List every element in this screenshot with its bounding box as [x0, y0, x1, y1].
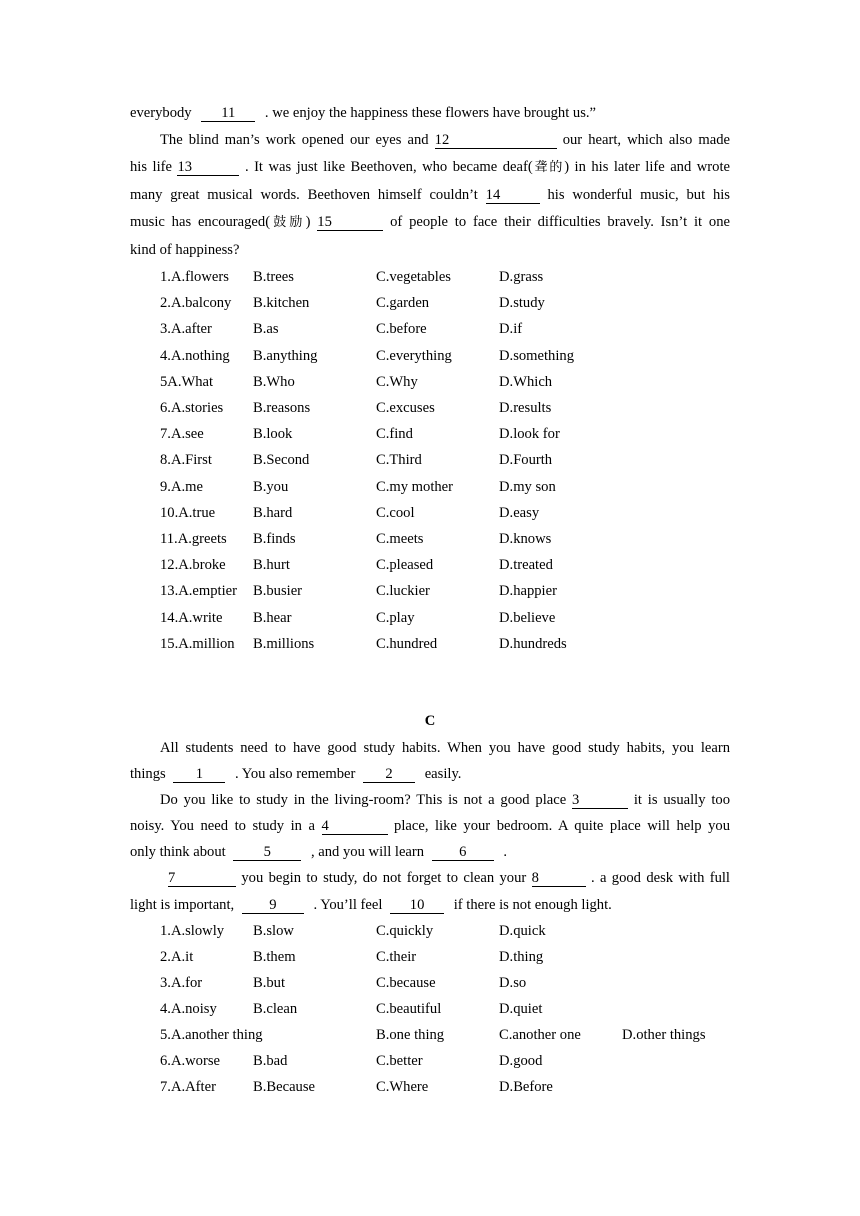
option-choice[interactable]: 1.A.flowers: [160, 269, 229, 285]
option-choice[interactable]: 5A.What: [160, 373, 214, 390]
option-choice[interactable]: B.hurt: [253, 557, 290, 574]
option-choice[interactable]: 11.A.greets: [160, 531, 227, 547]
option-choice[interactable]: C.my mother: [376, 478, 454, 495]
text: .: [503, 844, 508, 860]
blank-10[interactable]: 10: [390, 898, 444, 914]
option-choice[interactable]: 15.A.million: [160, 635, 235, 652]
option-choice[interactable]: D.good: [499, 1053, 543, 1069]
blank-6[interactable]: 6: [432, 845, 494, 861]
option-choice[interactable]: C.Third: [376, 452, 422, 469]
option-choice[interactable]: D.knows: [499, 531, 552, 547]
text: his wonderful music, but his: [547, 187, 730, 203]
option-choice[interactable]: 2.A.it: [160, 949, 194, 965]
blank-15[interactable]: 15: [317, 215, 383, 231]
passage-line: [130, 843, 730, 861]
text: . a good desk with full: [590, 870, 730, 886]
option-choice[interactable]: 2.A.balcony: [160, 295, 232, 312]
option-choice[interactable]: 10.A.true: [160, 504, 216, 521]
option-choice[interactable]: D.thing: [499, 949, 544, 965]
option-choice[interactable]: C.cool: [376, 504, 415, 521]
option-choice[interactable]: D.quiet: [499, 1001, 543, 1017]
option-choice[interactable]: B.slow: [253, 923, 294, 939]
option-choice[interactable]: 5.A.another thing: [160, 1027, 263, 1043]
blank-7[interactable]: 7: [168, 871, 236, 887]
option-choice[interactable]: B.Second: [253, 452, 310, 469]
option-choice[interactable]: 7.A.see: [160, 426, 204, 443]
option-choice[interactable]: B.kitchen: [253, 295, 310, 312]
passage-line: [130, 186, 730, 204]
option-choice[interactable]: D.look for: [499, 426, 560, 443]
option-choice[interactable]: 8.A.First: [160, 452, 212, 469]
section-heading: C: [424, 713, 436, 729]
text: . You also remember: [235, 766, 356, 782]
blank-13[interactable]: 13: [177, 160, 239, 176]
option-choice[interactable]: 14.A.write: [160, 609, 223, 626]
text: things: [130, 766, 166, 782]
option-choice[interactable]: B.bad: [253, 1053, 288, 1069]
option-choice[interactable]: C.play: [376, 609, 415, 626]
option-choice[interactable]: D.treated: [499, 557, 553, 574]
text: light is important,: [130, 897, 235, 913]
option-choice[interactable]: D.something: [499, 347, 574, 364]
option-choice[interactable]: C.beautiful: [376, 1001, 442, 1017]
option-choice[interactable]: D.quick: [499, 923, 546, 939]
text: . we enjoy the happiness these flowers have brought us.”: [264, 105, 597, 121]
option-choice[interactable]: C.because: [376, 975, 436, 991]
option-choice[interactable]: 3.A.after: [160, 321, 212, 338]
option-choice[interactable]: D.Which: [499, 373, 553, 390]
option-choice[interactable]: 9.A.me: [160, 478, 203, 495]
option-choice[interactable]: C.another one: [499, 1027, 581, 1043]
text: place, like your bedroom. A quite place will help you: [394, 818, 730, 834]
option-choice[interactable]: B.finds: [253, 531, 296, 547]
option-choice[interactable]: C.vegetables: [376, 269, 451, 285]
option-choice[interactable]: B.but: [253, 975, 286, 991]
option-choice[interactable]: C.hundred: [376, 635, 438, 652]
option-choice[interactable]: D.results: [499, 400, 552, 416]
option-choice[interactable]: C.luckier: [376, 583, 430, 600]
text: many great musical words. Beethoven himself couldn’t: [130, 187, 478, 203]
blank-3[interactable]: 3: [572, 793, 628, 809]
text: The blind man’s work opened our eyes and: [160, 132, 429, 148]
text: if there is not enough light.: [453, 897, 612, 913]
passage-line: All students need to have good study habits. When you have good study habits, you learn: [160, 740, 730, 756]
blank-5[interactable]: 5: [233, 845, 301, 861]
option-choice[interactable]: C.better: [376, 1053, 423, 1069]
option-choice[interactable]: C.meets: [376, 531, 424, 547]
option-choice[interactable]: B.reasons: [253, 400, 311, 416]
text: our heart, which also made: [562, 132, 730, 148]
option-choice[interactable]: D.so: [499, 975, 527, 991]
blank-8[interactable]: 8: [532, 871, 586, 887]
option-choice[interactable]: D.easy: [499, 504, 540, 521]
text: you begin to study, do not forget to clean your: [241, 870, 527, 886]
option-choice[interactable]: D.my son: [499, 478, 556, 495]
option-choice[interactable]: D.happier: [499, 583, 557, 600]
text: his life: [130, 159, 172, 175]
text: Do you like to study in the living-room? This is not a good place: [160, 792, 567, 808]
option-choice[interactable]: 3.A.for: [160, 975, 203, 991]
blank-2[interactable]: 2: [363, 767, 415, 783]
passage-line: [130, 765, 730, 783]
passage-line: [168, 869, 730, 887]
option-choice[interactable]: D.if: [499, 321, 523, 338]
option-choice[interactable]: 13.A.emptier: [160, 583, 238, 600]
option-choice[interactable]: B.them: [253, 949, 296, 965]
passage-line: [160, 131, 730, 149]
option-choice[interactable]: C.pleased: [376, 557, 434, 574]
option-choice[interactable]: B.you: [253, 478, 289, 495]
option-choice[interactable]: B.hard: [253, 504, 293, 521]
option-choice[interactable]: B.millions: [253, 635, 315, 652]
text: . You’ll feel: [313, 897, 383, 913]
blank-12[interactable]: 12: [435, 133, 557, 149]
option-choice[interactable]: D.grass: [499, 269, 544, 285]
option-choice[interactable]: C.everything: [376, 347, 452, 364]
passage-line: [160, 791, 730, 809]
blank-4[interactable]: 4: [322, 819, 388, 835]
option-choice[interactable]: C.find: [376, 426, 413, 443]
option-choice[interactable]: B.anything: [253, 347, 318, 364]
option-choice[interactable]: D.Before: [499, 1079, 553, 1095]
option-choice[interactable]: C.Where: [376, 1079, 429, 1095]
option-choice[interactable]: 6.A.stories: [160, 400, 224, 416]
text: only think about: [130, 844, 226, 860]
blank-1[interactable]: 1: [173, 767, 225, 783]
option-choice[interactable]: D.believe: [499, 609, 556, 626]
passage-line: [130, 896, 730, 914]
blank-14[interactable]: 14: [486, 188, 540, 204]
option-choice[interactable]: B.one thing: [376, 1027, 445, 1043]
option-choice[interactable]: 4.A.nothing: [160, 347, 230, 364]
option-choice[interactable]: D.study: [499, 295, 545, 312]
option-choice[interactable]: D.other things: [622, 1027, 706, 1043]
text: noisy. You need to study in a: [130, 818, 315, 834]
text: music has encouraged(鼓励): [130, 214, 311, 230]
option-choice[interactable]: C.Why: [376, 373, 418, 390]
passage-line: [130, 158, 730, 177]
option-choice[interactable]: B.busier: [253, 583, 303, 600]
option-choice[interactable]: B.Because: [253, 1079, 316, 1095]
option-choice[interactable]: C.before: [376, 321, 427, 338]
option-choice[interactable]: B.look: [253, 426, 293, 443]
text: of people to face their difficulties bravely. Isn’t it one: [390, 214, 730, 230]
option-choice[interactable]: 1.A.slowly: [160, 923, 225, 939]
blank-9[interactable]: 9: [242, 898, 304, 914]
text: . It was just like Beethoven, who became deaf(聋的) in his later life and wrote: [244, 159, 730, 175]
passage-line: [130, 817, 730, 835]
option-choice[interactable]: C.excuses: [376, 400, 435, 416]
text: , and you will learn: [310, 844, 425, 860]
passage-line: [130, 213, 730, 232]
text: it is usually too: [633, 792, 730, 808]
option-choice[interactable]: 4.A.noisy: [160, 1001, 217, 1017]
option-choice[interactable]: B.clean: [253, 1001, 298, 1017]
blank-11[interactable]: 11: [201, 106, 255, 122]
option-choice[interactable]: 12.A.broke: [160, 557, 226, 574]
option-choice[interactable]: C.quickly: [376, 923, 434, 939]
text: easily.: [424, 766, 462, 782]
option-choice[interactable]: C.garden: [376, 295, 430, 312]
option-choice[interactable]: D.Fourth: [499, 452, 553, 469]
option-choice[interactable]: C.their: [376, 949, 417, 965]
option-choice[interactable]: 6.A.worse: [160, 1053, 220, 1069]
option-choice[interactable]: B.hear: [253, 609, 292, 626]
text: everybody: [130, 105, 192, 121]
option-choice[interactable]: D.hundreds: [499, 635, 567, 652]
option-choice[interactable]: B.trees: [253, 269, 294, 285]
passage-line: kind of happiness?: [130, 242, 240, 258]
option-choice[interactable]: 7.A.After: [160, 1079, 216, 1095]
option-choice[interactable]: B.as: [253, 321, 279, 338]
passage-line: [130, 104, 730, 122]
option-choice[interactable]: B.Who: [253, 373, 295, 390]
